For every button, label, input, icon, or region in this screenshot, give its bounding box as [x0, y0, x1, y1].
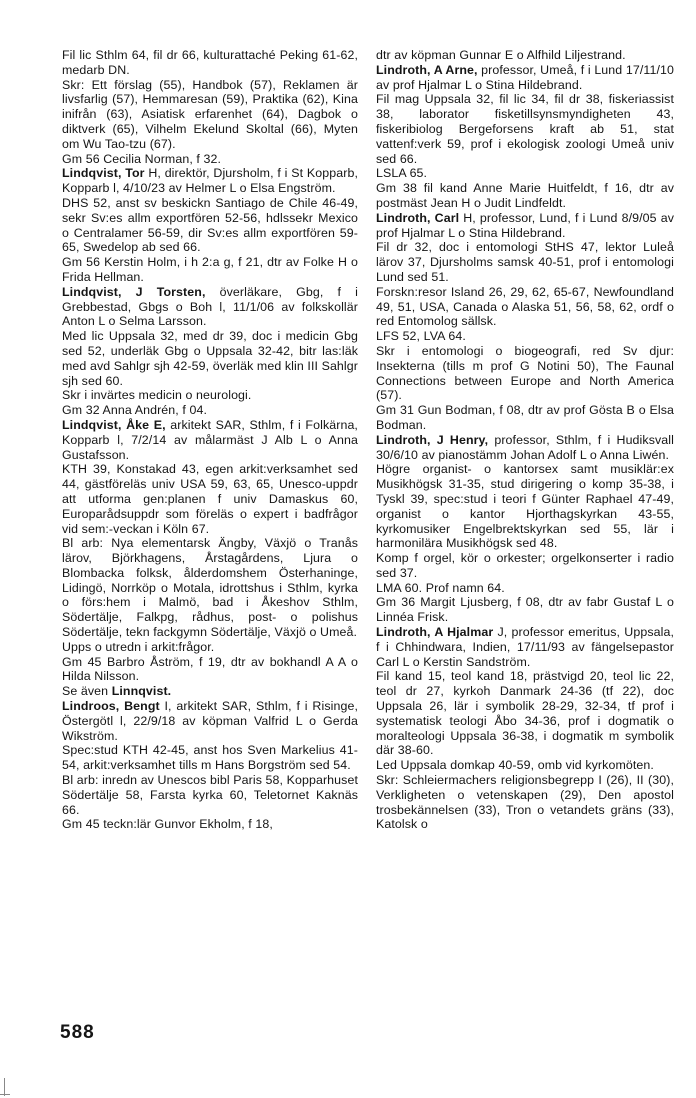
entry-paragraph — [376, 581, 674, 596]
entry-paragraph — [376, 329, 674, 344]
entry-paragraph — [376, 758, 674, 773]
entry-paragraph — [62, 329, 358, 388]
entry-text: Bl arb: Nya elementarsk Ängby, Växjö o Tranås lärov, Björkhagens, Årstagårdens, Ljura o Blombacka folksk, ålderdomshem Österhaninge, Lidingö, Norrköp o Motala, idrottshus i Sthlm, kyrka o förs:hem i Malmö, bad i Åkeshov Sthlm, Södertälje, Falkpg, rådhus, post- o polishus Södertälje, tekn fackgymn Södertälje, Växjö o Umeå. — [62, 536, 358, 640]
entry-paragraph — [62, 388, 358, 403]
entry-paragraph — [62, 817, 358, 832]
entry-paragraph — [62, 403, 358, 418]
entry-text: Fil dr 32, doc i entomologi StHS 47, lektor Luleå lärov 37, Djursholms samsk 40-51, prof i entomologi Lund sed 51. — [376, 240, 674, 284]
entry-paragraph — [376, 285, 674, 329]
entry-headword: Lindqvist, Åke E, — [62, 417, 166, 432]
entry-text: H, direktör, Djursholm, f i St Kopparb, Kopparb l, 4/10/23 av Helmer L o Elsa Engström. — [62, 166, 358, 196]
entry-text: Gm 56 Kerstin Holm, i h 2:a g, f 21, dtr av Folke H o Frida Hellman. — [62, 255, 358, 284]
entry-text: Komp f orgel, kör o orkester; orgelkonserter i radio sed 37. — [376, 551, 674, 580]
entry-text: dtr av köpman Gunnar E o Alfhild Liljestrand. — [376, 48, 626, 62]
entry-paragraph — [376, 433, 674, 463]
entry-text: J, professor emeritus, Uppsala, f i Chhindwara, Indien, 17/11/93 av fängelsepastor Carl L o Kerstin Sandström. — [376, 625, 674, 669]
entry-paragraph — [376, 240, 674, 284]
entry-headword: Lindqvist, Tor — [62, 166, 145, 181]
entry-paragraph — [376, 48, 674, 63]
entry-paragraph — [62, 684, 358, 699]
entry-paragraph — [62, 773, 358, 817]
entry-paragraph — [376, 773, 674, 832]
entry-paragraph — [376, 625, 674, 669]
entry-paragraph — [376, 551, 674, 581]
entry-paragraph — [376, 92, 674, 166]
entry-headword: Lindqvist, J Torsten, — [62, 284, 206, 299]
entry-paragraph — [62, 152, 358, 167]
entry-text: professor, Umeå, f i Lund 17/11/10 av prof Hjalmar L o Stina Hildebrand. — [376, 62, 674, 92]
entry-paragraph — [376, 344, 674, 403]
entry-text: Led Uppsala domkap 40-59, omb vid kyrkomöten. — [376, 758, 654, 773]
entry-text: Bl arb: inredn av Unescos bibl Paris 58, Kopparhuset Södertälje 58, Farsta kyrka 60, Teletornet Kaknäs 66. — [62, 773, 358, 817]
entry-text: Gm 36 Margit Ljusberg, f 08, dtr av fabr Gustaf L o Linnéa Frisk. — [376, 595, 674, 625]
entry-headword: Lindroos, Bengt — [62, 699, 160, 714]
entry-paragraph — [62, 699, 358, 743]
entry-paragraph — [62, 655, 358, 685]
entry-cross-reference: Linnqvist. — [111, 684, 172, 699]
entry-text: Fil lic Sthlm 64, fil dr 66, kulturattaché Peking 61-62, medarb DN. — [62, 48, 358, 77]
entry-paragraph — [376, 63, 674, 93]
entry-text: överläkare, Gbg, f i Grebbestad, Gbgs o Boh l, 11/1/06 av folkskollär Anton L o Selma Larsson. — [62, 284, 358, 329]
entry-text: Fil mag Uppsala 32, fil lic 34, fil dr 38, fiskeriassist 38, laborator fisketillsynsmyndigheten 43, fiskeribiolog Bergeforsens kraft ab 51, stat vattenf:verk 59, prof i ekologisk zoologi Umeå univ sed 66. — [376, 92, 674, 166]
entry-paragraph — [62, 285, 358, 329]
left-column — [62, 48, 358, 832]
page-edge-mark-bottom — [0, 1094, 10, 1095]
entry-text: H, professor, Lund, f i Lund 8/9/05 av prof Hjalmar L o Stina Hildebrand. — [376, 210, 675, 240]
entry-headword: Lindroth, A Hjalmar — [376, 625, 494, 640]
entry-text: DHS 52, anst sv beskickn Santiago de Chile 46-49, sekr Sv:es allm exportfören 52-56, hdlssekr Mexico o Centralamer 56-59, dir Sv:es allm exportfören 59-65, Swedelop ab sed 66. — [62, 195, 358, 255]
entry-paragraph — [376, 403, 674, 433]
entry-paragraph — [62, 418, 358, 462]
right-column — [376, 48, 674, 832]
entry-text: Gm 45 teckn:lär Gunvor Ekholm, f 18, — [62, 817, 273, 832]
entry-text: LMA 60. Prof namn 64. — [376, 580, 505, 595]
entry-text: Upps o utredn i arkit:frågor. — [62, 639, 215, 654]
entry-text: Gm 32 Anna Andrén, f 04. — [62, 403, 207, 418]
entry-paragraph — [376, 595, 674, 625]
entry-text: I, arkitekt SAR, Sthlm, f i Risinge, Östergötl l, 22/9/18 av köpman Valfrid L o Gerda Wikström. — [62, 699, 358, 743]
entry-paragraph — [62, 640, 358, 655]
entry-text: Gm 56 Cecilia Norman, f 32. — [62, 151, 222, 166]
entry-text: LSLA 65. — [376, 166, 428, 181]
entry-paragraph — [376, 462, 674, 551]
entry-text: Gm 38 fil kand Anne Marie Huitfeldt, f 16, dtr av postmäst Jean H o Judit Lindfeldt. — [376, 181, 674, 210]
entry-text: Forskn:resor Island 26, 29, 62, 65-67, Newfoundland 49, 51, USA, Canada o Alaska 51, 56, 58, 62, ordf o red Entomolog sällsk. — [376, 284, 674, 329]
entry-paragraph — [62, 78, 358, 152]
entry-text: Gm 45 Barbro Åström, f 19, dtr av bokhandl A A o Hilda Nilsson. — [62, 654, 358, 684]
entry-paragraph — [62, 462, 358, 536]
entry-text: Med lic Uppsala 32, med dr 39, doc i medicin Gbg sed 52, underläk Gbg o Uppsala 32-42, bitr las:läk med avd Sahlgr sjh 42-59, överläk med klin III Sahlgr sjh sed 60. — [62, 329, 358, 388]
entry-text: Fil kand 15, teol kand 18, prästvigd 20, teol lic 22, teol dr 27, kyrkoh Danmark 24-36 (tf 22), doc Uppsala 26, lär i symbolik 28-29, 32-34, tf prof i systematisk teologi Åbo 34-36, prof i dogmatik o moralteologi Uppsala 36-38, i dogmatik m symbolik där 38-60. — [376, 669, 674, 758]
entry-text: Högre organist- o kantorsex samt musiklär:ex Musikhögsk 31-35, stud dirigering o komp 35-38, i Tyskl 39, spec:stud i teori f Günter Raphael 47-49, organist o kantor Hjorthagskyrkan 43-55, kyrkomusiker Engelbrektskyrkan sed 55, lär i harmonilära Musikhögsk sed 48. — [376, 462, 674, 551]
entry-paragraph — [62, 536, 358, 640]
entry-text: Skr: Ett förslag (55), Handbok (57), Reklamen är livsfarlig (57), Hemmaresan (59), Praktika (62), Kina inifrån (63), Asiatisk erfarenhet (64), Dagbok o diktverk (65), Vilhelm Ekelund Skoltal (66), Myten om Wu Tao-tzu (67). — [62, 77, 358, 151]
entry-headword: Lindroth, A Arne, — [376, 62, 478, 77]
entry-paragraph — [376, 166, 674, 181]
entry-paragraph — [376, 181, 674, 211]
entry-text: arkitekt SAR, Sthlm, f i Folkärna, Kopparb l, 7/2/14 av målarmäst J Alb L o Anna Gustafsson. — [62, 417, 358, 462]
entry-text: KTH 39, Konstakad 43, egen arkit:verksamhet sed 44, gästföreläs univ USA 59, 63, 65, Unesco-uppdr att utforma gen:planen f univ Damaskus 60, Europarådsuppdr som föreläs o expert i badfrågor vid sem:-veckan i Köln 67. — [62, 462, 358, 536]
entry-text: professor, Sthlm, f i Hudiksvall 30/6/10 av pianostämm Johan Adolf L o Anna Liwén. — [376, 432, 674, 462]
entry-text: LFS 52, LVA 64. — [376, 329, 466, 344]
entry-text: Gm 31 Gun Bodman, f 08, dtr av prof Gösta B o Elsa Bodman. — [376, 403, 674, 432]
entry-headword: Lindroth, J Henry, — [376, 432, 489, 447]
entry-paragraph — [62, 255, 358, 285]
entry-paragraph — [62, 48, 358, 78]
entry-paragraph — [62, 196, 358, 255]
entry-paragraph — [62, 166, 358, 196]
entry-text: Skr i entomologi o biogeografi, red Sv djur: Insekterna (tills m prof G Notini 50), The Faunal Connections between Europe and North America (57). — [376, 343, 674, 403]
entry-text: Spec:stud KTH 42-45, anst hos Sven Markelius 41-54, arkit:verksamhet tills m Hans Borgström sed 54. — [62, 743, 358, 773]
entry-paragraph — [376, 211, 674, 241]
entry-text: Skr: Schleiermachers religionsbegrepp I (26), II (30), Verkligheten o vetenskapen (29), Den apostol trosbekännelsen (33), Tron o vetandets gräns (33), Katolsk o — [376, 773, 674, 832]
page-number: 588 — [60, 1022, 95, 1043]
entry-paragraph — [62, 743, 358, 773]
entry-paragraph — [376, 669, 674, 758]
entry-text: Skr i invärtes medicin o neurologi. — [62, 388, 252, 403]
entry-headword: Lindroth, Carl — [376, 210, 460, 225]
entry-text: Se även — [62, 684, 112, 699]
